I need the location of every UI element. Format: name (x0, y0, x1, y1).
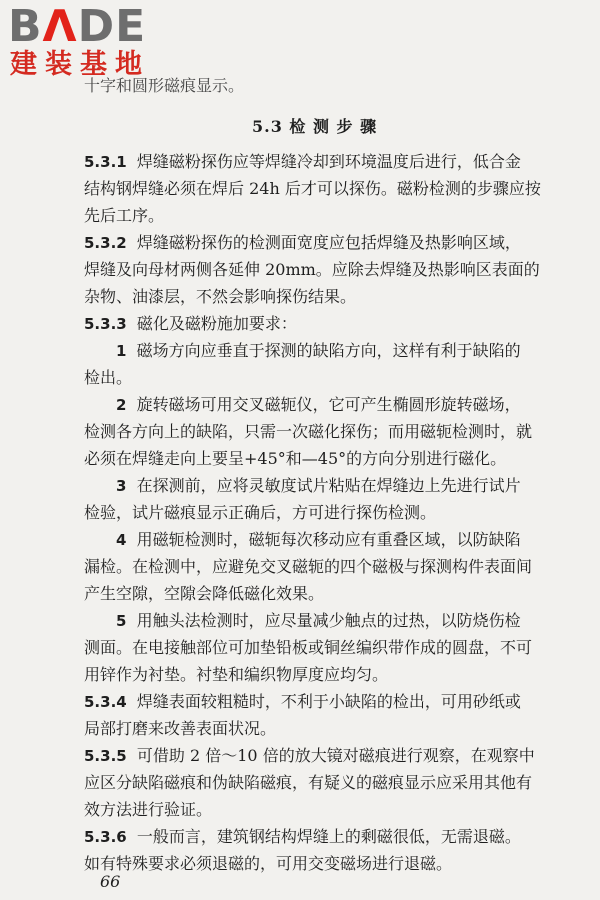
item-1-line-1: 1 磁场方向应垂直于探测的缺陷方向，这样有利于缺陷的 (116, 341, 521, 360)
clause-5-3-2-line-1: 5.3.2 焊缝磁粉探伤的检测面宽度应包括焊缝及热影响区域， (84, 233, 521, 252)
clause-number: 5.3.6 (84, 828, 127, 846)
clause-5-3-5-line-3: 效方法进行验证。 (84, 800, 213, 819)
item-3-line-1: 3 在探测前，应将灵敏度试片粘贴在焊缝边上先进行试片 (116, 476, 521, 495)
clause-number: 5.3.3 (84, 315, 127, 333)
item-2-line-2: 检测各方向上的缺陷，只需一次磁化探伤；而用磁轭检测时，就 (84, 422, 533, 441)
clause-5-3-6-line-1: 5.3.6 一般而言，建筑钢结构焊缝上的剩磁很低，无需退磁。 (84, 827, 521, 846)
clause-number: 5.3.2 (84, 234, 127, 252)
item-2-line-3: 必须在焊缝走向上要呈+45°和—45°的方向分别进行磁化。 (84, 449, 507, 468)
watermark-logo-text: BΛDE (8, 1, 147, 52)
page-number: 66 (100, 872, 121, 891)
item-4-line-3: 产生空隙，空隙会降低磁化效果。 (84, 584, 325, 603)
clause-5-3-5-line-2: 应区分缺陷磁痕和伪缺陷磁痕，有疑义的磁痕显示应采用其他有 (84, 773, 533, 792)
item-4-line-1: 4 用磁轭检测时，磁轭每次移动应有重叠区域，以防缺陷 (116, 530, 521, 549)
clause-number: 5.3.5 (84, 747, 127, 765)
clause-5-3-1-line-3: 先后工序。 (84, 206, 165, 225)
item-5-line-1: 5 用触头法检测时，应尽量减少触点的过热，以防烧伤检 (116, 611, 521, 630)
item-4-line-2: 漏检。在检测中，应避免交叉磁轭的四个磁极与探测构件表面间 (84, 557, 533, 576)
watermark-logo (8, 1, 150, 80)
clause-5-3-4-line-1: 5.3.4 焊缝表面较粗糙时，不利于小缺陷的检出，可用砂纸或 (84, 692, 521, 711)
section-heading: 5.3 检 测 步 骤 (252, 117, 378, 136)
item-3-line-2: 检验，试片磁痕显示正确后，方可进行探伤检测。 (84, 503, 437, 522)
clause-5-3-5-line-1: 5.3.5 可借助 2 倍～10 倍的放大镜对磁痕进行观察，在观察中 (84, 746, 535, 765)
clause-5-3-3-line-1: 5.3.3 磁化及磁粉施加要求： (84, 314, 297, 333)
item-2-line-1: 2 旋转磁场可用交叉磁轭仪，它可产生椭圆形旋转磁场， (116, 395, 521, 414)
clause-5-3-1-line-1: 5.3.1 焊缝磁粉探伤应等焊缝冷却到环境温度后进行，低合金 (84, 152, 521, 171)
item-5-line-2: 测面。在电接触部位可加垫铅板或铜丝编织带作成的圆盘，不可 (84, 638, 533, 657)
clause-number: 5.3.4 (84, 693, 127, 711)
clause-5-3-6-line-2: 如有特殊要求必须退磁的，可用交变磁场进行退磁。 (84, 854, 453, 873)
clause-5-3-2-line-2: 焊缝及向母材两侧各延伸 20mm。应除去焊缝及热影响区表面的 (84, 260, 540, 279)
item-5-line-3: 用锌作为衬垫。衬垫和编织物厚度应均匀。 (84, 665, 389, 684)
previous-section-tail: 十字和圆形磁痕显示。 (84, 76, 245, 95)
clause-number: 5.3.1 (84, 153, 127, 171)
item-1-line-2: 检出。 (84, 368, 133, 387)
clause-5-3-2-line-3: 杂物、油漆层，不然会影响探伤结果。 (84, 287, 357, 306)
clause-5-3-4-line-2: 局部打磨来改善表面状况。 (84, 719, 277, 738)
clause-5-3-1-line-2: 结构钢焊缝必须在焊后 24h 后才可以探伤。磁粉检测的步骤应按 (84, 179, 541, 198)
watermark-subtitle: 建装基地 (10, 49, 150, 80)
